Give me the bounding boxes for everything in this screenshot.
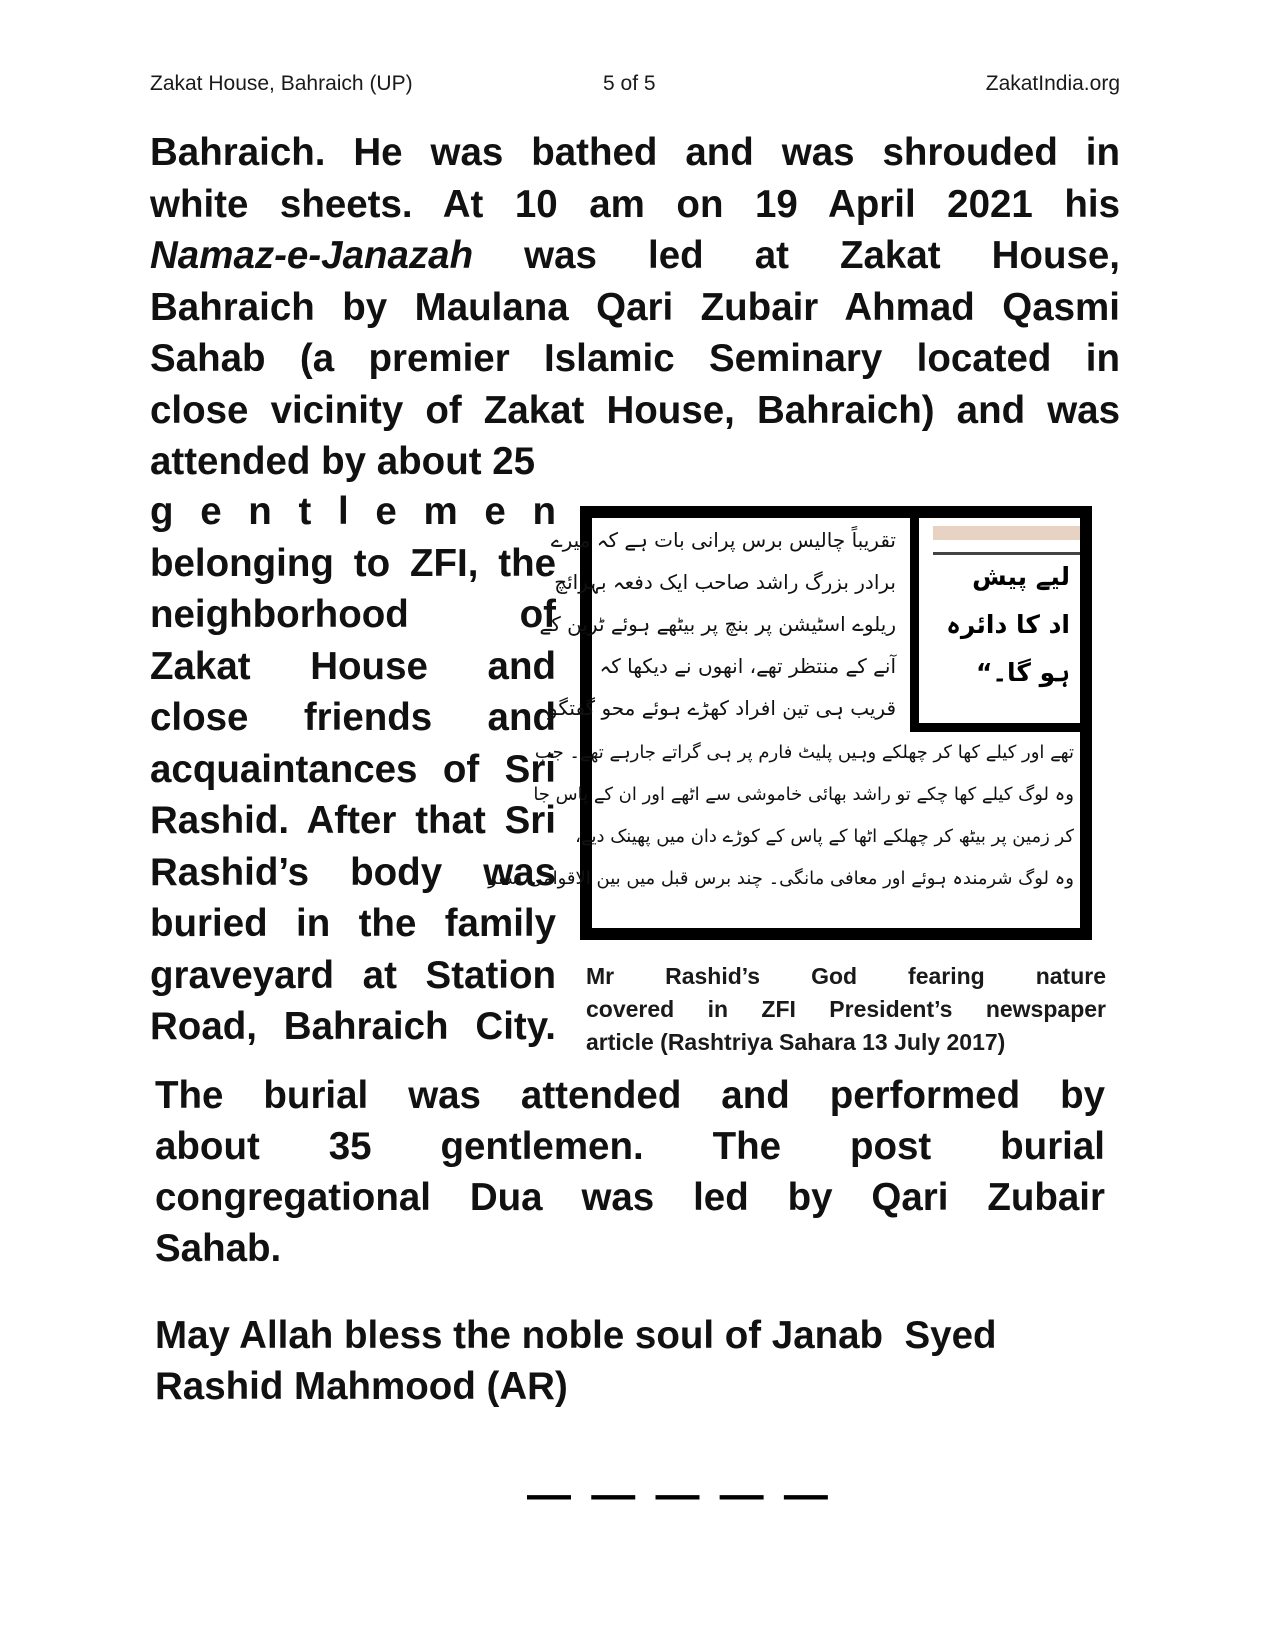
pull-quote-line: لیے پیش — [972, 562, 1070, 591]
column-line: Rashid’s body was — [150, 850, 556, 894]
clipping-photo-strip — [933, 526, 1080, 540]
intro-line: Bahraich by Maulana Qari Zubair Ahmad Qasmi — [150, 285, 1120, 329]
clipping-text-line: قریب ہی تین افراد کھڑے ہوئے محو گفتگو — [548, 696, 896, 720]
intro-line: Sahab (a premier Islamic Seminary located in — [150, 337, 1120, 380]
intro-paragraph — [150, 127, 1120, 488]
caption-line: Mr Rashid’s God fearing nature — [586, 963, 1106, 989]
intro-line: close vicinity of Zakat House, Bahraich) and was — [150, 388, 1120, 432]
intro-line — [150, 230, 1120, 282]
column-line: Rashid. After that Sri — [150, 799, 556, 842]
column-line: Zakat House and — [150, 644, 556, 688]
column-line: g e n t l e m e n — [150, 490, 556, 533]
clipping-text-line: برادر بزرگ راشد صاحب ایک دفعہ بہرائچ — [554, 570, 896, 594]
blessing-paragraph — [155, 1310, 1105, 1412]
burial-line: The burial was attended and performed by — [155, 1074, 1105, 1117]
clipping-rule — [933, 552, 1080, 555]
burial-line: Sahab. — [155, 1227, 282, 1270]
header-website: ZakatIndia.org — [985, 72, 1120, 95]
blessing-line: May Allah bless the noble soul of Janab Syed — [155, 1314, 997, 1357]
burial-line: congregational Dua was led by Qari Zubair — [155, 1176, 1105, 1219]
caption-line: article (Rashtriya Sahara 13 July 2017) — [586, 1029, 1006, 1055]
namaz-term: Namaz-e-Janazah — [150, 234, 474, 277]
figure-caption — [586, 960, 1106, 1059]
burial-paragraph — [155, 1070, 1105, 1274]
column-line: graveyard at Station — [150, 953, 556, 997]
column-line: close friends and — [150, 696, 556, 739]
column-line: neighborhood of — [150, 593, 556, 636]
pull-quote-line: اد کا دائرہ — [946, 610, 1070, 639]
left-column-text — [150, 486, 556, 1053]
caption-line: covered in ZFI President’s newspaper — [586, 996, 1106, 1022]
column-line: Road, Bahraich City. — [150, 1005, 556, 1048]
pull-quote-line: ہو گا۔“ — [975, 658, 1070, 687]
clipping-text-line: تقریباً چالیس برس پرانی بات ہے کہ میرے — [550, 528, 896, 552]
clipping-text-line: وہ لوگ شرمندہ ہوئے اور معافی مانگی۔ چند برس قبل میں بین الاقوامی سفر — [488, 868, 1074, 889]
intro-line-rest: was led at Zakat House, — [524, 234, 1120, 277]
intro-line: white sheets. At 10 am on 19 April 2021 his — [150, 182, 1120, 226]
clipping-text-line: ریلوے اسٹیشن پر بنچ پر بیٹھے ہوئے ٹرین کے — [539, 612, 896, 636]
end-of-document-mark: — — — — — — [527, 1470, 832, 1519]
column-line: buried in the family — [150, 902, 556, 945]
page-header — [150, 72, 1120, 104]
column-line: belonging to ZFI, the — [150, 541, 556, 585]
intro-line: attended by about 25 — [150, 440, 536, 483]
clipping-text-line: کر زمین پر بیٹھ کر چھلکے اٹھا کے پاس کے کوڑے دان میں پھینک دیے، — [575, 826, 1074, 847]
clipping-text-line: وہ لوگ کیلے کھا چکے تو راشد بھائی خاموشی سے اٹھے اور ان کے پاس جا — [533, 784, 1074, 805]
clipping-text-line: آنے کے منتظر تھے، انھوں نے دیکھا کہ — [599, 654, 896, 678]
clipping-pull-quote — [910, 518, 1080, 732]
blessing-line: Rashid Mahmood (AR) — [155, 1365, 568, 1408]
column-line: acquaintances of Sri — [150, 747, 556, 791]
header-org-location: Zakat House, Bahraich (UP) — [150, 72, 413, 95]
burial-line: about 35 gentlemen. The post burial — [155, 1125, 1105, 1168]
newspaper-clipping-image — [488, 506, 1092, 940]
intro-line: Bahraich. He was bathed and was shrouded in — [150, 131, 1120, 174]
page-number: 5 of 5 — [603, 72, 656, 95]
clipping-text-line: تھے اور کیلے کھا کر چھلکے وہیں پلیٹ فارم پر ہی گراتے جارہے تھے۔ جب — [534, 742, 1074, 763]
